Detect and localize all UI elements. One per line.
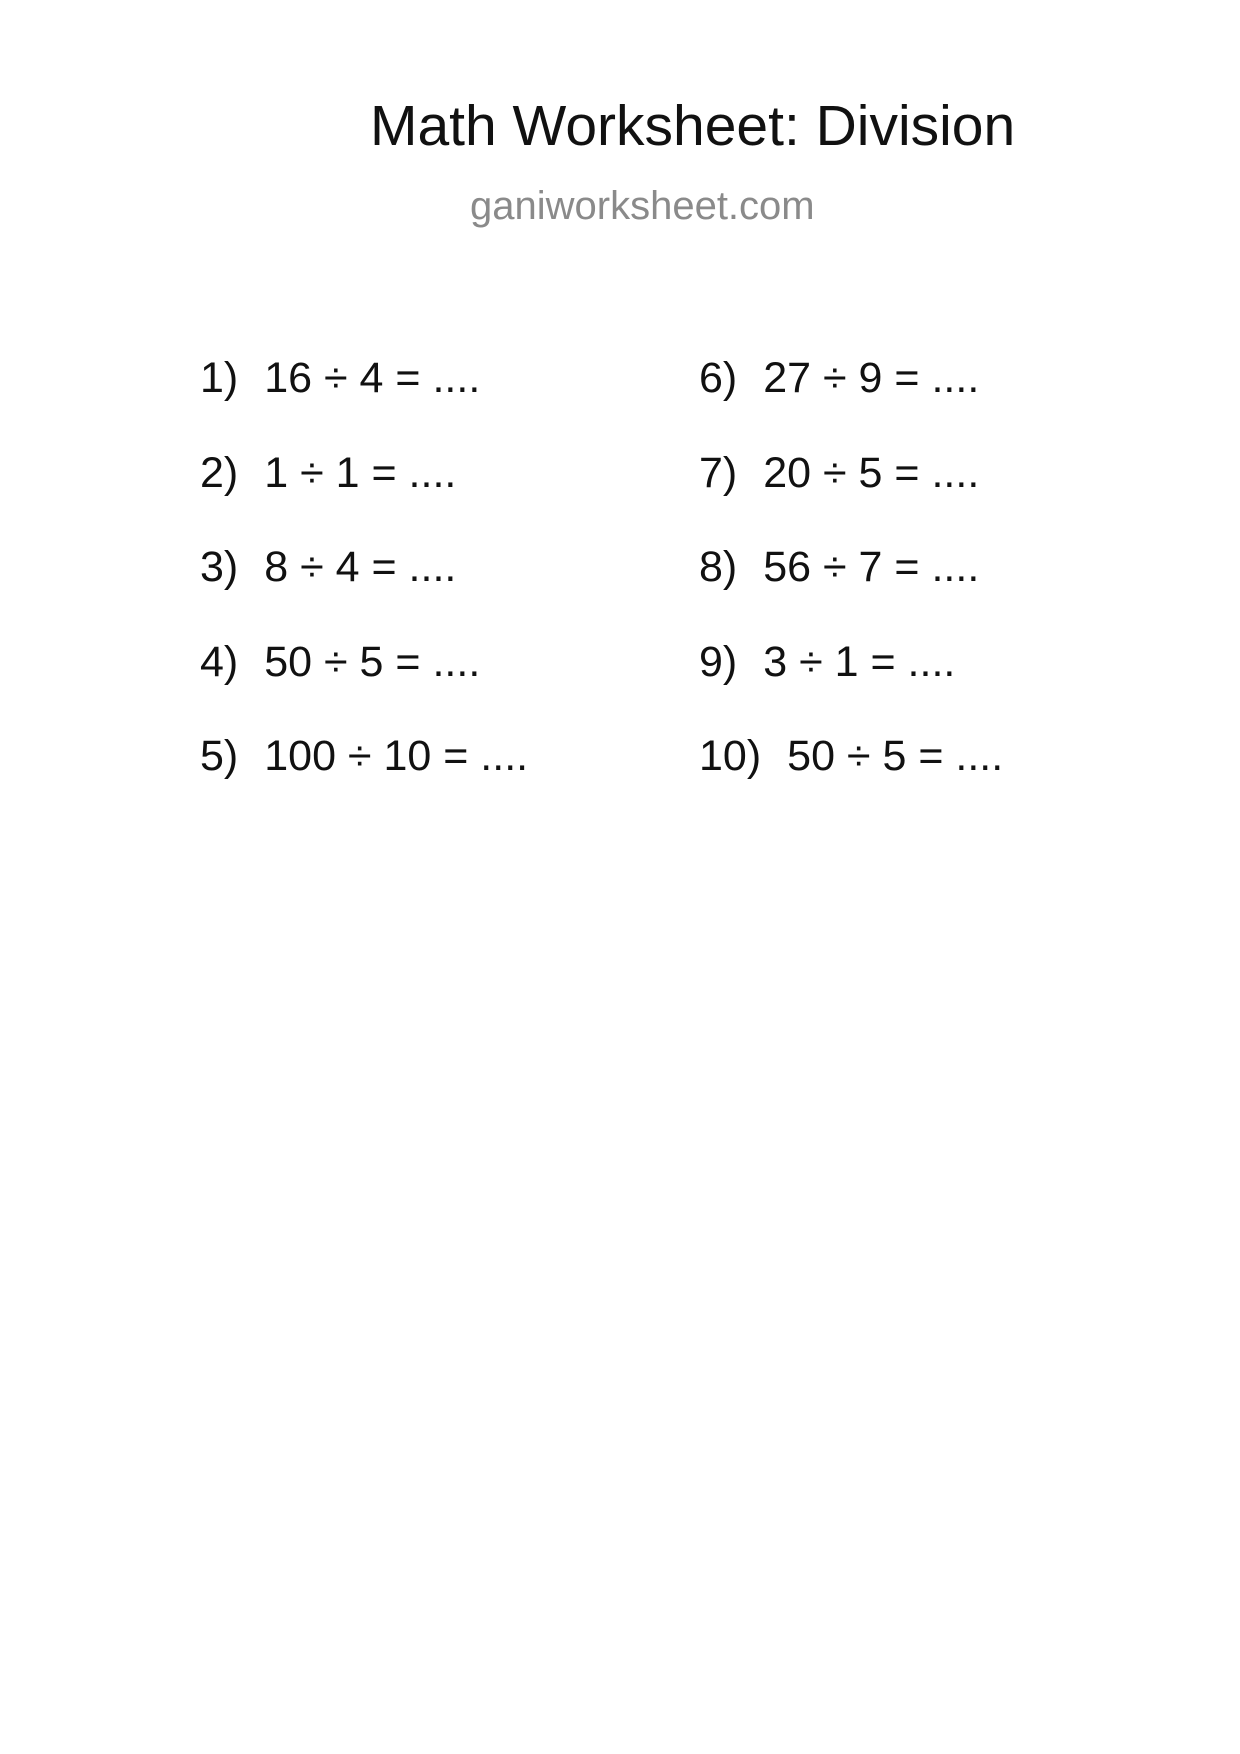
page-subtitle: ganiworksheet.com [470,184,815,228]
problem-item [699,354,980,402]
problem-number: 1) [200,354,239,402]
problem-number: 4) [200,638,239,686]
problem-item [699,732,1004,780]
problem-expression: 20 ÷ 5 = .... [763,449,980,497]
problem-expression: 56 ÷ 7 = .... [763,543,980,591]
problem-item [200,449,457,497]
problem-number: 5) [200,732,239,780]
problem-number: 7) [699,449,738,497]
problem-item [200,732,529,780]
problem-expression: 16 ÷ 4 = .... [264,354,481,402]
problem-number: 6) [699,354,738,402]
problem-number: 8) [699,543,738,591]
problem-expression: 1 ÷ 1 = .... [264,449,457,497]
problem-item [200,543,457,591]
problem-expression: 27 ÷ 9 = .... [763,354,980,402]
problem-list [0,0,1240,800]
problem-number: 10) [699,732,762,780]
problem-item [699,638,956,686]
problem-expression: 100 ÷ 10 = .... [264,732,529,780]
problem-number: 2) [200,449,239,497]
problem-expression: 3 ÷ 1 = .... [763,638,956,686]
problem-expression: 8 ÷ 4 = .... [264,543,457,591]
problem-number: 9) [699,638,738,686]
page-title: Math Worksheet: Division [370,94,1016,158]
problem-expression: 50 ÷ 5 = .... [787,732,1004,780]
problem-item [200,354,481,402]
problem-item [699,449,980,497]
problem-item [699,543,980,591]
problem-number: 3) [200,543,239,591]
problem-item [200,638,481,686]
problem-expression: 50 ÷ 5 = .... [264,638,481,686]
